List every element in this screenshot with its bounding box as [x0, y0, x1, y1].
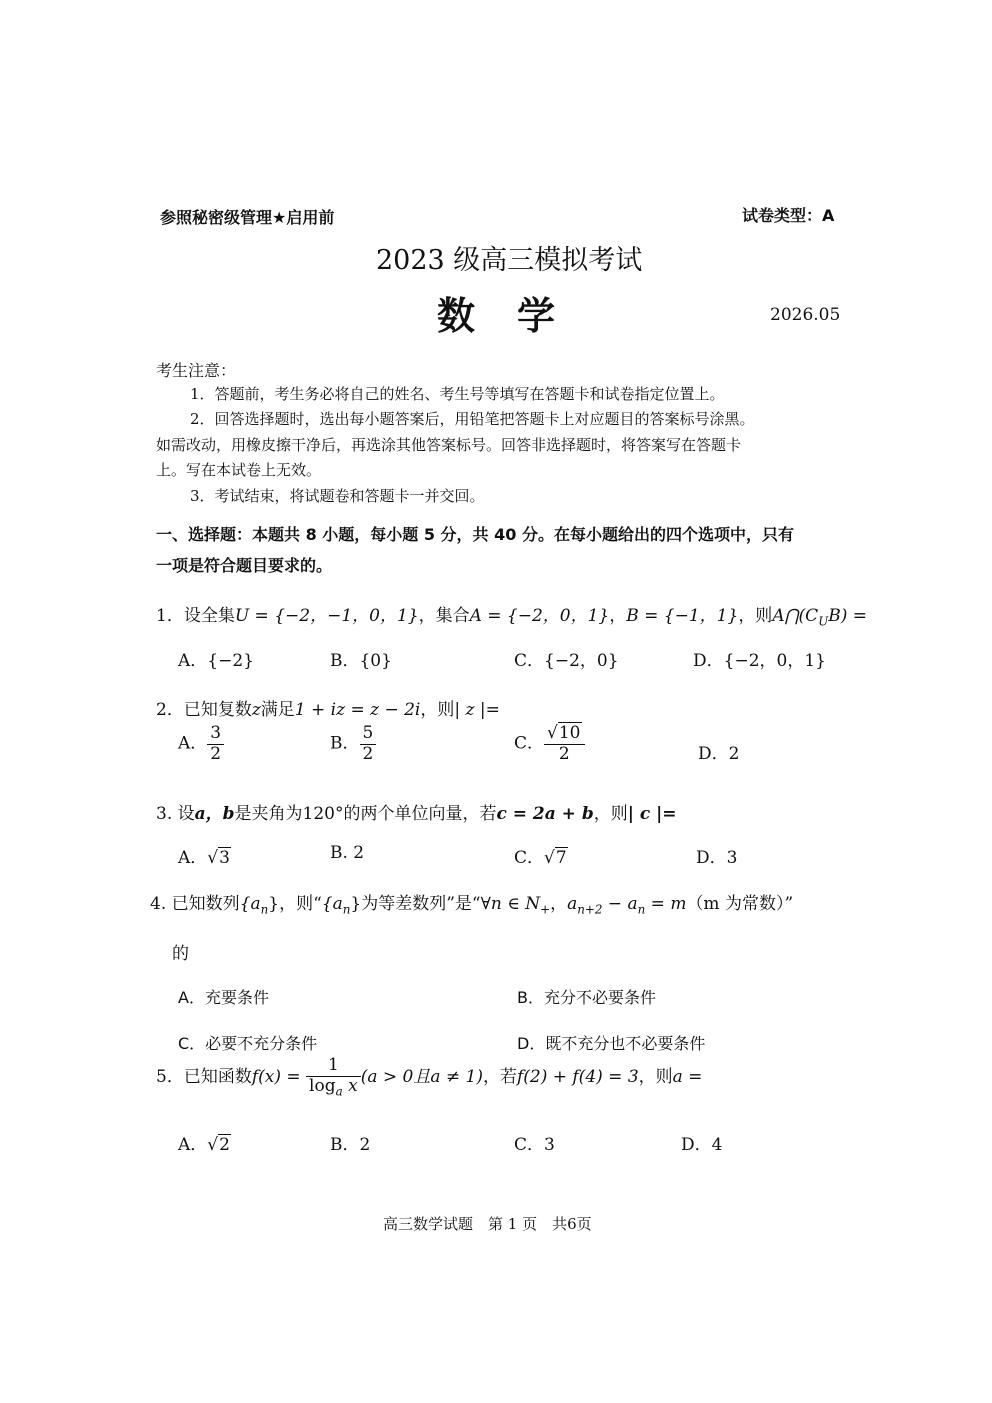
- page-footer: 高三数学试题 第 1 页 共6页: [383, 1215, 592, 1233]
- q3-option-a[interactable]: A．√3: [178, 848, 230, 868]
- q4-option-d[interactable]: D．既不充分也不必要条件: [517, 1034, 706, 1053]
- q2-option-d[interactable]: D．2: [698, 744, 740, 764]
- fraction: $\frac{3}{2}$: [207, 724, 224, 764]
- q2-option-c[interactable]: C． $\frac{√10}{2}$: [514, 724, 585, 764]
- q4-option-b[interactable]: B．充分不必要条件: [517, 988, 656, 1007]
- q4-option-a[interactable]: A．充要条件: [178, 988, 269, 1007]
- q3-option-d[interactable]: D．3: [696, 848, 738, 868]
- question-3: 3. 设a，b是夹角为120°的两个单位向量，若c = 2a + b，则| c |=: [156, 804, 677, 824]
- notice-item-2: 2．回答选择题时，选出每小题答案后，用铅笔把答题卡上对应题目的答案标号涂黑。: [190, 410, 755, 428]
- exam-date: 2026.05: [770, 305, 841, 325]
- question-4-cont: 的: [172, 944, 189, 964]
- fraction: $\frac{5}{2}$: [360, 724, 377, 764]
- subject-title: 数 学: [437, 293, 558, 338]
- q1-option-d[interactable]: D．{−2，0，1}: [693, 651, 826, 671]
- paper-type-label: 试卷类型：A: [742, 206, 835, 225]
- q5-option-a[interactable]: A．√2: [178, 1135, 230, 1155]
- notice-item-3: 3．考试结束，将试题卷和答题卡一并交回。: [190, 487, 485, 505]
- notice-item-2-cont: 如需改动，用橡皮擦干净后，再选涂其他答案标号。回答非选择题时，将答案写在答题卡: [156, 436, 742, 454]
- question-5: 5．已知函数f(x) = $\frac{1}{\log_a x}$ (a > 0且a ≠ 1)，若f(2) + f(4) = 3，则a =: [156, 1055, 703, 1098]
- sqrt-symbol: √2: [207, 1135, 230, 1155]
- q1-option-a[interactable]: A．{−2}: [178, 651, 254, 671]
- question-2: 2．已知复数z满足1 + iz = z − 2i，则| z |=: [156, 700, 500, 720]
- q1-option-b[interactable]: B．{0}: [330, 651, 392, 671]
- section-heading-line2: 一项是符合题目要求的。: [156, 556, 333, 575]
- notice-item-1: 1．答题前，考生务必将自己的姓名、考生号等填写在答题卡和试卷指定位置上。: [190, 385, 725, 403]
- exam-title: 2023 级高三模拟考试: [376, 245, 643, 276]
- question-4: 4. 已知数列$\{a_n\}$，则“$\{a_n\}$为等差数列”是“∀n ∈ $N_+$，$a_{n+2} - a_n = m(m$ 为常数）”: [150, 894, 794, 917]
- fraction: $\frac{1}{\log_a x}$: [306, 1056, 361, 1099]
- q3-option-c[interactable]: C．√7: [514, 848, 567, 868]
- fraction: $\frac{√10}{2}$: [544, 724, 584, 764]
- q5-option-d[interactable]: D．4: [681, 1135, 723, 1155]
- section-heading-line1: 一、选择题：本题共 8 小题，每小题 5 分，共 40 分。在每小题给出的四个选项中，只有: [156, 525, 794, 544]
- q2-option-a[interactable]: A． $\frac{3}{2}$: [178, 724, 224, 764]
- q5-option-b[interactable]: B．2: [330, 1135, 371, 1155]
- sqrt-symbol: √10: [547, 723, 581, 743]
- sqrt-symbol: √3: [207, 848, 230, 868]
- notice-heading: 考生注意：: [156, 361, 237, 380]
- q1-option-c[interactable]: C．{−2，0}: [514, 651, 619, 671]
- q4-option-c[interactable]: C．必要不充分条件: [178, 1034, 318, 1053]
- question-1: 1．设全集U = {−2，−1，0，1}，集合A = {−2，0，1}，B = {−1，1}，则$A⋂(C_UB)$ =: [156, 606, 867, 629]
- q5-option-c[interactable]: C．3: [514, 1135, 555, 1155]
- sqrt-symbol: √7: [544, 848, 567, 868]
- q3-option-b[interactable]: B. 2: [330, 843, 365, 863]
- confidential-label: 参照秘密级管理★启用前: [160, 208, 335, 227]
- notice-item-2-end: 上。写在本试卷上无效。: [156, 461, 322, 479]
- q2-option-b[interactable]: B． $\frac{5}{2}$: [330, 724, 376, 764]
